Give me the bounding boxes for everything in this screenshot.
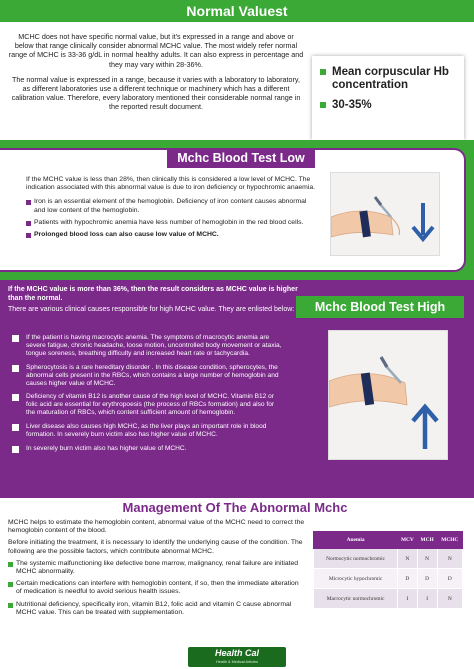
- management-item: The systemic malfunctioning like defective bone marrow, malignancy, renal failure are initiated MCHC abnormality.: [8, 560, 306, 576]
- table-cell: Normocytic normochromic: [314, 549, 398, 569]
- table-cell: I: [398, 589, 418, 609]
- management-item: Nutritional deficiency, specifically iron, vitamin B12, folic acid and vitamin C cause abnormal MCHC value. This can be treated with supplementation.: [8, 601, 306, 617]
- high-section-intro: [8, 286, 308, 315]
- table-cell: D: [398, 569, 418, 589]
- normal-values-para-1: MCHC does not have specific normal value, but it's expressed in a range and above or below that range clinically consider abnormal MCHC value. The most widely refer normal range of MCHC is 33-36 g/dL in normal healthy adults. It can also express in percentage and they may vary within 28-36%.: [8, 32, 304, 69]
- table-cell: Macrocytic normochromic: [314, 589, 398, 609]
- table-cell: I: [417, 589, 437, 609]
- callout-range: 30-35%: [320, 99, 456, 112]
- mchc-range-callout: [312, 56, 464, 140]
- table-cell: D: [417, 569, 437, 589]
- table-header-cell: Anemia: [314, 532, 398, 549]
- high-cause-item: Deficiency of vitamin B12 is another cause of the high level of MCHC. Vitamin B12 or folic acid are essential for erythropoesis (the process of RBCs formation) and also for the maturation of RBCs, which content sufficient amount of hemoglobin.: [12, 393, 282, 417]
- arm-illustration-icon: [329, 331, 448, 460]
- normal-values-section: [0, 22, 474, 140]
- management-item: Certain medications can interfere with hemoglobin content, if so, then the immediate alteration of medication is needful to avoid serious health issues.: [8, 580, 306, 596]
- low-cause-item: Prolonged blood loss can also cause low value of MCHC.: [26, 231, 316, 239]
- low-section-text: [26, 176, 316, 243]
- table-cell: N: [417, 549, 437, 569]
- normal-values-text: [8, 32, 304, 118]
- page-title: Normal Valuest: [0, 0, 474, 22]
- table-header-cell: MCHC: [437, 532, 462, 549]
- high-cause-item: In severely burn victim also has higher value of MCHC.: [12, 445, 282, 453]
- management-text: [8, 519, 306, 621]
- up-arrow-icon: [413, 407, 437, 449]
- table-header-cell: MCH: [417, 532, 437, 549]
- table-row: [314, 589, 463, 609]
- callout-label: Mean corpuscular Hb concentration: [320, 66, 456, 91]
- table-cell: Microcytic hypochromic: [314, 569, 398, 589]
- table-cell: N: [398, 549, 418, 569]
- management-heading: Management Of The Abnormal Mchc: [122, 500, 348, 515]
- blood-draw-illustration-low: [330, 172, 440, 256]
- high-cause-item: If the patient is having macrocytic anemia. The symptoms of macrocytic anemia are severe fatigue, chronic headache, loose motion, uncontrolled body movement or ataxia, tongue soreness, breathing difficulty and increased heart rate or tachycardia.: [12, 334, 282, 358]
- high-causes-list: [12, 334, 282, 459]
- table-row: [314, 569, 463, 589]
- down-arrow-icon: [413, 203, 433, 239]
- low-cause-item: Patients with hypochromic anemia have less number of hemoglobin in the red blood cells.: [26, 219, 316, 227]
- high-cause-item: Spherocytosis is a rare hereditary disorder . In this disease condition, spherocytes, the abnormal cells present in the RBCs, which contains a large number of hemoglobin and causes higher value of MCHC.: [12, 364, 282, 388]
- anemia-table: [313, 531, 463, 609]
- table-cell: D: [437, 569, 462, 589]
- health-cal-logo[interactable]: [188, 647, 286, 667]
- high-section-heading: Mchc Blood Test High: [296, 296, 464, 318]
- table-row: [314, 549, 463, 569]
- logo-tagline: Health & Medical Articles: [216, 660, 258, 664]
- low-cause-item: Iron is an essential element of the hemoglobin. Deficiency of iron content causes abnormal and low content of the hemoglobin.: [26, 198, 316, 214]
- high-cause-item: Liver disease also causes high MCHC, as the liver plays an important role in blood formation. In severely burn victim also has higher value of MCHC.: [12, 423, 282, 439]
- low-section-intro: If the MCHC value is less than 28%, then clinically this is considered a low level of MCHC. The indication associated with this abnormal value is due to iron deficiency or hypochromic anaemia.: [26, 176, 316, 192]
- table-cell: N: [437, 589, 462, 609]
- table-header-cell: MCV: [398, 532, 418, 549]
- table-header-row: [314, 532, 463, 549]
- arm-illustration-icon: [331, 173, 440, 256]
- management-para-2: Before initiating the treatment, it is necessary to identify the underlying cause of the condition. The following are the possible factors, which contribute abnormal MCHC.: [8, 539, 303, 555]
- normal-values-para-2: The normal value is expressed in a range, because it varies with a laboratory to laboratory, as different laboratories use a different technique or machinery which has a different calibration value. Therefore, every laboratory mentioned their considerable normal range in the reported result document.: [11, 74, 301, 112]
- table-cell: N: [437, 549, 462, 569]
- high-section-intro-text: There are various clinical causes responsible for high MCHC value. They are enlisted below:: [8, 306, 295, 314]
- low-section-heading: Mchc Blood Test Low: [167, 148, 315, 168]
- logo-name: Health Cal: [214, 648, 259, 658]
- blood-draw-illustration-high: [328, 330, 448, 460]
- high-section-intro-bold: If the MCHC value is more than 36%, then the result considers as MCHC value is higher than the normal.: [8, 286, 298, 302]
- management-para-1: MCHC helps to estimate the hemoglobin content, abnormal value of the MCHC need to correct the hemoglobin content of the blood.: [8, 519, 305, 535]
